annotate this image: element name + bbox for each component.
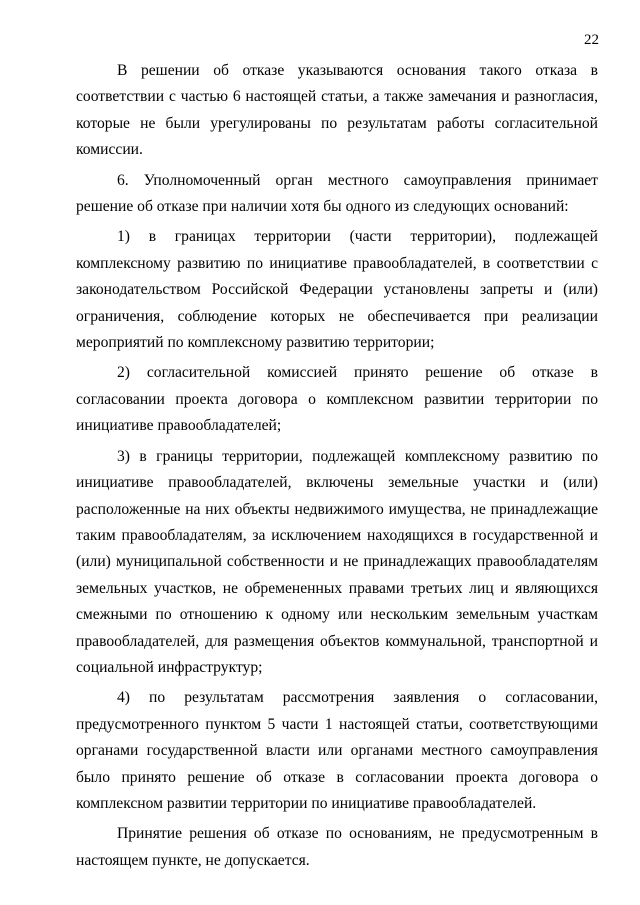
- document-body: [76, 58, 598, 878]
- paragraph-subitem-4: 4) по результатам рассмотрения заявления о согласовании, предусмотренного пунктом 5 части 1 настоящей статьи, соответствующими органами государственной власти или органами местного самоуправления было принято решение об отказе в согласовании проекта договора о комплексном развитии территории по инициативе правообладателей.: [76, 689, 598, 812]
- paragraph-item-6-intro: 6. Уполномоченный орган местного самоуправления принимает решение об отказе при наличии хотя бы одного из следующих оснований:: [76, 171, 598, 216]
- paragraph-subitem-2: 2) согласительной комиссией принято решение об отказе в согласовании проекта договора о комплексном развитии территории по инициативе правообладателей;: [76, 364, 598, 435]
- paragraph-refusal-grounds-statement: В решении об отказе указываются основания такого отказа в соответствии с частью 6 настоящей статьи, а также замечания и разногласия, которые не были урегулированы по результатам работы согласительной комиссии.: [76, 62, 598, 159]
- paragraph-subitem-3: 3) в границы территории, подлежащей комплексному развитию по инициативе правообладателей, включены земельные участки и (или) расположенные на них объекты недвижимого имущества, не принадлежащие таким правообладателям, за исключением находящихся в государственной и (или) муниципальной собственности и не принадлежащих правообладателям земельных участков, не обремененных правами третьих лиц и являющихся смежными по отношению к одному или нескольким земельным участкам правообладателей, для размещения объектов коммунальной, транспортной и социальной инфраструктур;: [76, 447, 598, 676]
- paragraph-closing-statement: Принятие решения об отказе по основаниям, не предусмотренным в настоящем пункте, не допускается.: [76, 825, 598, 869]
- paragraph-subitem-1: 1) в границах территории (части территории), подлежащей комплексному развитию по инициативе правообладателей, в соответствии с законодательством Российской Федерации установлены запреты и (или) ограничения, соблюдение которых не обеспечивается при реализации мероприятий по комплексному развитию территории;: [76, 228, 598, 352]
- page-number: 22: [584, 32, 599, 48]
